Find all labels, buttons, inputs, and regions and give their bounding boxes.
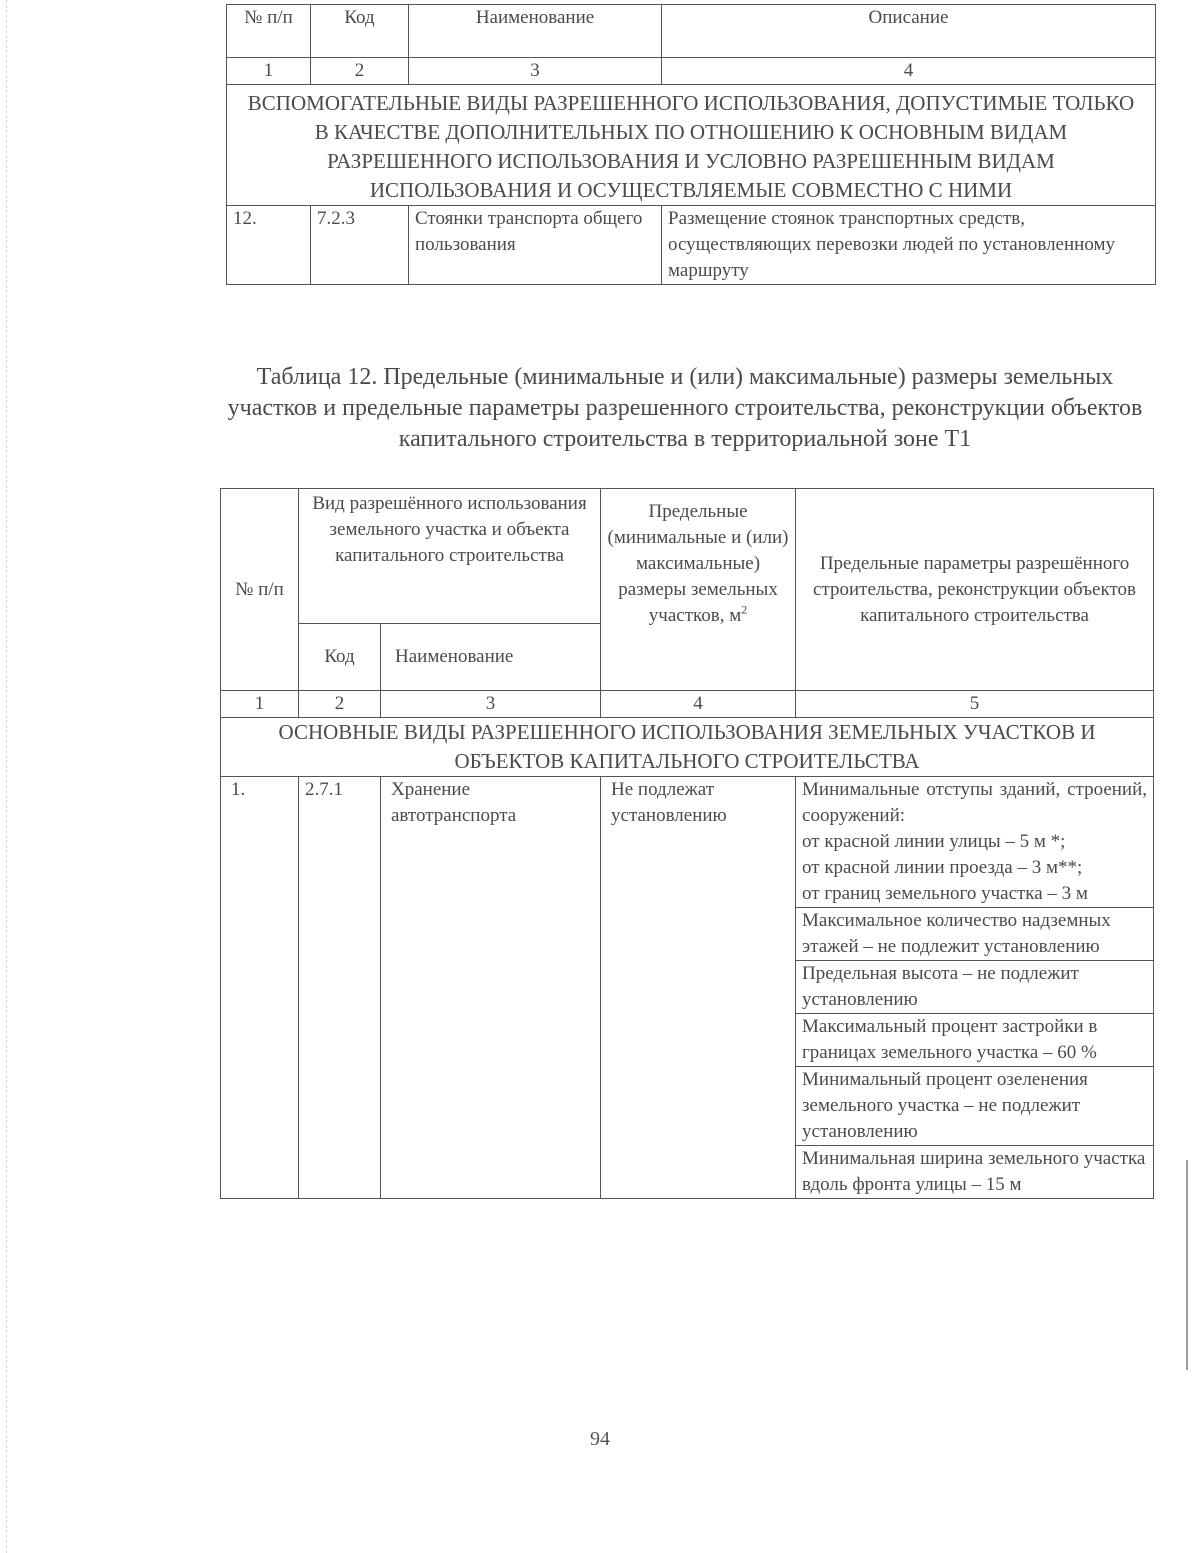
main-colnum-1: 1 — [221, 691, 299, 718]
main-header-sizes — [601, 489, 796, 691]
main-table-section-row — [221, 718, 1154, 777]
scan-edge-left — [6, 0, 8, 1553]
top-section-heading: ВСПОМОГАТЕЛЬНЫЕ ВИДЫ РАЗРЕШЕННОГО ИСПОЛЬЗОВАНИЯ, ДОПУСТИМЫЕ ТОЛЬКО В КАЧЕСТВЕ ДОПОЛНИТЕЛЬНЫХ ПО ОТНОШЕНИЮ К ОСНОВНЫМ ВИДАМ РАЗРЕШЕННОГО ИСПОЛЬЗОВАНИЯ И УСЛОВНО РАЗРЕШЕННЫМ ВИДАМ ИСПОЛЬЗОВАНИЯ И ОСУЩЕСТВЛЯЕМЫЕ СОВМЕСТНО С НИМИ — [227, 85, 1156, 206]
param-max-coverage: Максимальный процент застройки в границах земельного участка – 60 % — [796, 1014, 1153, 1067]
main-header-params: Предельные параметры разрешённого строительства, реконструкции объектов капитального строительства — [796, 489, 1154, 691]
page-number: 94 — [590, 1428, 610, 1450]
top-colnum-2: 2 — [311, 58, 409, 85]
main-colnum-3: 3 — [381, 691, 601, 718]
param-min-greenery: Минимальный процент озеленения земельного участка – не подлежит установлению — [796, 1067, 1153, 1146]
main-row-code: 2.7.1 — [299, 777, 381, 1199]
main-table — [220, 488, 1154, 1199]
param-setbacks-line-2: от красной линии улицы – 5 м *; — [802, 831, 1066, 852]
param-setbacks — [796, 777, 1153, 908]
main-row-sizes: Не подлежат установлению — [601, 777, 796, 1199]
top-row-name: Стоянки транспорта общего пользования — [409, 206, 662, 285]
main-row-name: Хранение автотранспорта — [381, 777, 601, 1199]
top-table — [226, 4, 1156, 285]
top-colnum-3: 3 — [409, 58, 662, 85]
main-colnum-4: 4 — [601, 691, 796, 718]
table-row — [227, 206, 1156, 285]
param-max-floors: Максимальное количество надземных этажей – не подлежит установлению — [796, 908, 1153, 961]
param-setbacks-line-4: от границ земельного участка – 3 м — [802, 883, 1088, 904]
param-max-height: Предельная высота – не подлежит установлению — [796, 961, 1153, 1014]
top-colnum-1: 1 — [227, 58, 311, 85]
top-header-name: Наименование — [409, 5, 662, 58]
param-min-width: Минимальная ширина земельного участка вдоль фронта улицы – 15 м — [802, 1148, 1146, 1195]
main-header-sizes-text: Предельные (минимальные и (или) максимальные) размеры земельных участков, м — [607, 501, 789, 626]
top-table-section-row — [227, 85, 1156, 206]
top-table-header-row — [227, 5, 1156, 58]
main-header-use-type: Вид разрешённого использования земельного участка и объекта капитального строительства — [299, 489, 601, 624]
main-header-sizes-sup: 2 — [741, 602, 748, 617]
table-row — [221, 777, 1154, 1199]
top-table-number-row — [227, 58, 1156, 85]
top-row-description: Размещение стоянок транспортных средств, осуществляющих перевозки людей по установленному маршруту — [662, 206, 1156, 285]
main-section-heading: ОСНОВНЫЕ ВИДЫ РАЗРЕШЕННОГО ИСПОЛЬЗОВАНИЯ ЗЕМЕЛЬНЫХ УЧАСТКОВ И ОБЪЕКТОВ КАПИТАЛЬНОГО СТРОИТЕЛЬСТВА — [221, 718, 1154, 777]
main-row-num: 1. — [221, 777, 299, 1199]
top-row-num: 12. — [227, 206, 311, 285]
scan-edge-right — [1186, 1160, 1188, 1370]
table-title: Таблица 12. Предельные (минимальные и (или) максимальные) размеры земельных участков и предельные параметры разрешенного строительства, реконструкции объектов капитального строительства в территориальной зоне Т1 — [227, 364, 1143, 452]
main-colnum-2: 2 — [299, 691, 381, 718]
main-colnum-5: 5 — [796, 691, 1154, 718]
top-row-code: 7.2.3 — [311, 206, 409, 285]
main-header-code: Код — [299, 624, 381, 691]
main-table-number-row — [221, 691, 1154, 718]
top-header-num: № п/п — [227, 5, 311, 58]
top-colnum-4: 4 — [662, 58, 1156, 85]
top-header-description: Описание — [662, 5, 1156, 58]
main-header-name: Наименование — [381, 624, 601, 691]
params-list — [796, 777, 1153, 1198]
top-header-code: Код — [311, 5, 409, 58]
param-setbacks-line-3: от красной линии проезда – 3 м**; — [802, 857, 1083, 878]
main-table-header-row-1 — [221, 489, 1154, 624]
main-header-num: № п/п — [221, 489, 299, 691]
main-row-params — [796, 777, 1154, 1199]
param-setbacks-line-1: Минимальные отступы зданий, строений, сооружений: — [802, 779, 1148, 826]
